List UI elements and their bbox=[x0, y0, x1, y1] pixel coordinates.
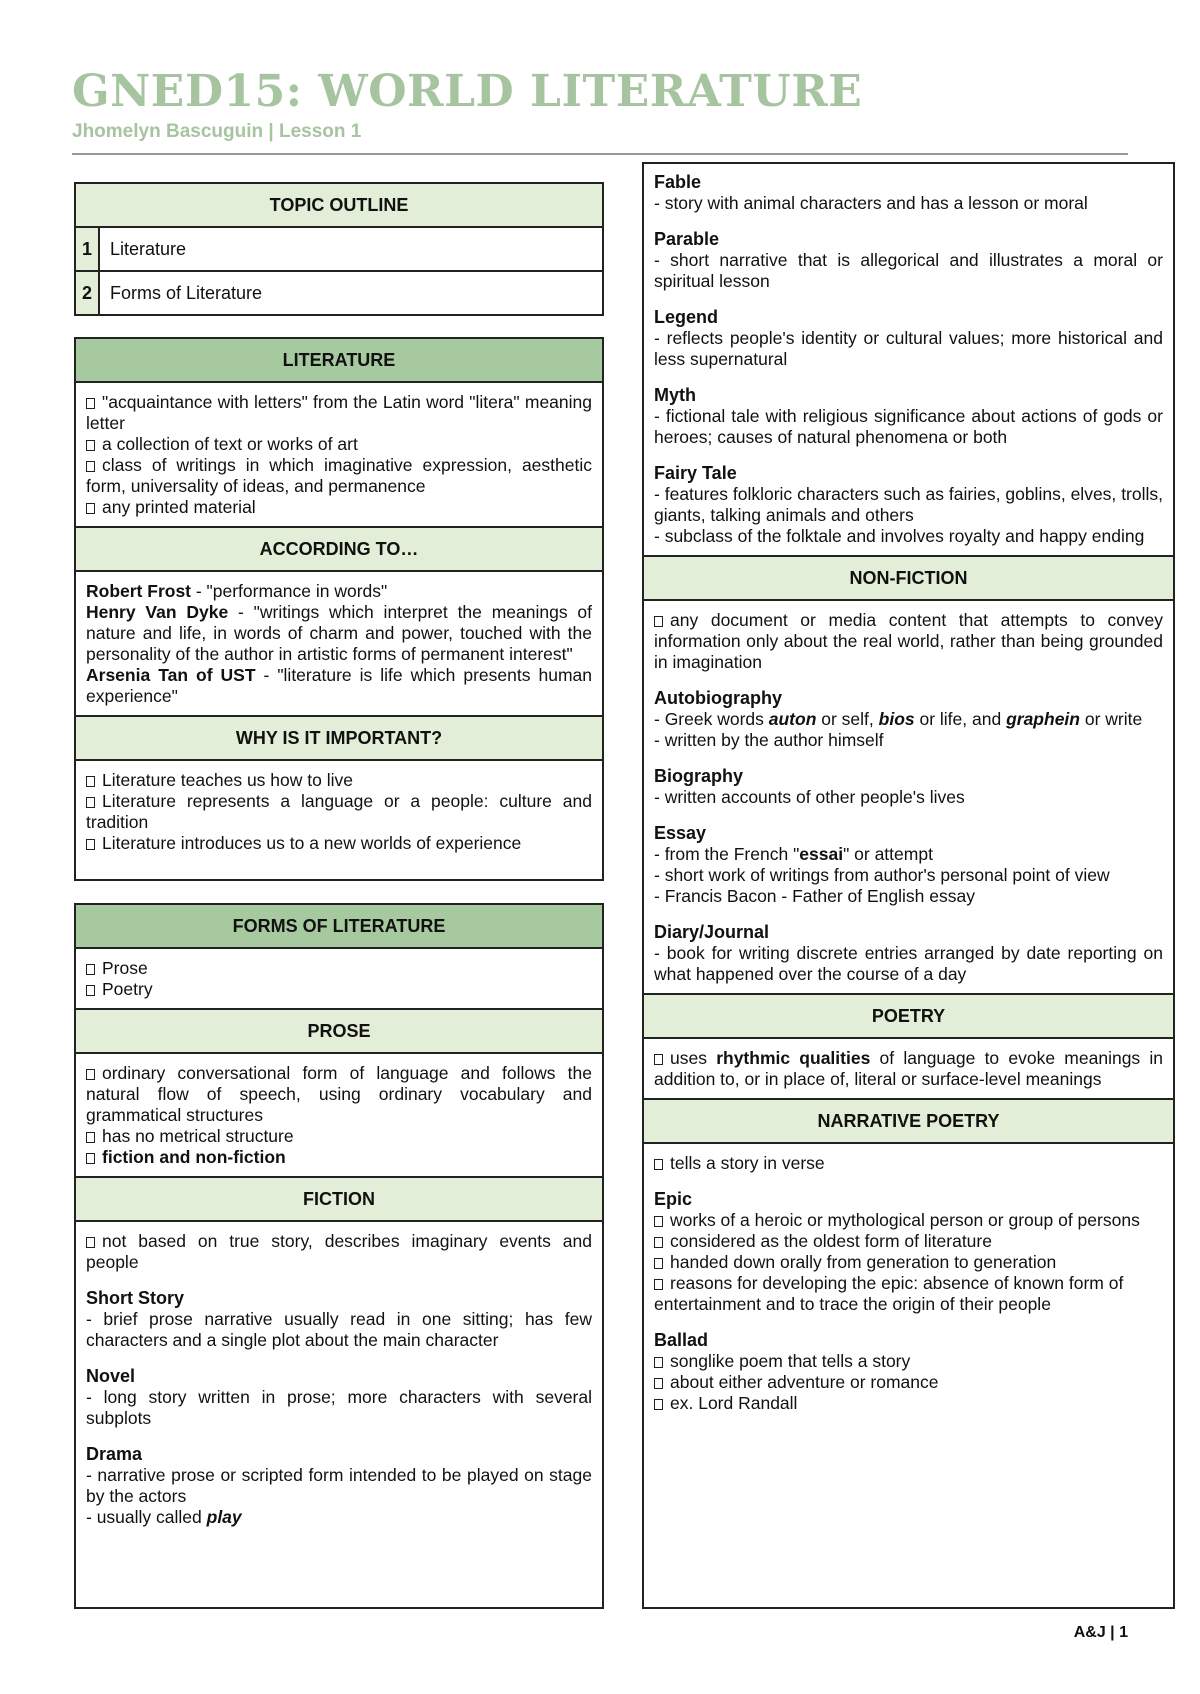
term-heading: Legend bbox=[654, 307, 719, 327]
nonfiction-entry: Diary/Journal - book for writing discrete entries arranged by date reporting on what happened over the course of a day bbox=[654, 922, 1163, 984]
term-heading: Epic bbox=[654, 1189, 693, 1209]
checkbox-bullet-icon bbox=[86, 964, 95, 975]
list-item: "acquaintance with letters" from the Latin word "litera" meaning letter bbox=[86, 392, 592, 433]
fiction-list bbox=[76, 1222, 602, 1536]
quote-item: Arsenia Tan of UST - "literature is life which presents human experience" bbox=[86, 665, 592, 706]
literature-heading: LITERATURE bbox=[76, 339, 602, 383]
list-item: any printed material bbox=[86, 497, 592, 518]
forms-heading: FORMS OF LITERATURE bbox=[76, 905, 602, 949]
checkbox-bullet-icon bbox=[654, 1258, 663, 1269]
list-item: class of writings in which imaginative expression, aesthetic form, universality of ideas, and permanence bbox=[86, 455, 592, 496]
checkbox-bullet-icon bbox=[654, 616, 663, 627]
term-heading: Fable bbox=[654, 172, 702, 192]
right-column-box bbox=[642, 162, 1175, 1609]
fiction-entry: Parable - short narrative that is allegorical and illustrates a moral or spiritual lesson bbox=[654, 229, 1163, 291]
nonfiction-entry: Essay - from the French "essai" or attempt - short work of writings from author's personal point of view - Francis Bacon - Father of English essay bbox=[654, 823, 1163, 907]
prose-list bbox=[76, 1054, 602, 1176]
topic-outline-heading: TOPIC OUTLINE bbox=[76, 184, 602, 228]
document-subtitle: Jhomelyn Bascuguin | Lesson 1 bbox=[72, 121, 362, 142]
nonfiction-entry: Biography - written accounts of other people's lives bbox=[654, 766, 1163, 808]
list-item: Literature teaches us how to live bbox=[86, 770, 592, 791]
term-heading: Short Story bbox=[86, 1288, 185, 1308]
checkbox-bullet-icon bbox=[654, 1279, 663, 1290]
list-item: Poetry bbox=[86, 979, 592, 1000]
checkbox-bullet-icon bbox=[86, 1069, 95, 1080]
fiction-intro: not based on true story, describes imaginary events and people bbox=[86, 1231, 592, 1272]
term-heading: Novel bbox=[86, 1366, 136, 1386]
checkbox-bullet-icon bbox=[654, 1378, 663, 1389]
literature-box bbox=[74, 337, 604, 881]
poetry-heading: POETRY bbox=[644, 993, 1173, 1039]
checkbox-bullet-icon bbox=[86, 1153, 95, 1164]
document-title: GNED15: WORLD LITERATURE bbox=[72, 66, 863, 117]
nonfiction-intro: any document or media content that attempts to convey information only about the real world, rather than being grounded in imagination bbox=[654, 610, 1163, 672]
list-item: has no metrical structure bbox=[86, 1126, 592, 1147]
fiction-entry: Novel - long story written in prose; more characters with several subplots bbox=[86, 1366, 592, 1428]
nonfiction-heading: NON-FICTION bbox=[644, 555, 1173, 601]
according-heading: ACCORDING TO… bbox=[76, 526, 602, 572]
narrative-poetry-list bbox=[644, 1144, 1173, 1422]
topic-outline-box bbox=[74, 182, 604, 316]
fiction-entry: Fairy Tale - features folkloric characters such as fairies, goblins, elves, trolls, giants, talking animals and others - subclass of the folktale and involves royalty and happy ending bbox=[654, 463, 1163, 546]
according-quotes bbox=[76, 572, 602, 715]
forms-list bbox=[76, 949, 602, 1008]
outline-label: Literature bbox=[110, 238, 187, 259]
page-footer: A&J | 1 bbox=[1073, 1624, 1128, 1641]
fiction-continued bbox=[644, 164, 1173, 555]
term-heading: Essay bbox=[654, 823, 707, 843]
checkbox-bullet-icon bbox=[86, 1132, 95, 1143]
checkbox-bullet-icon bbox=[86, 1237, 95, 1248]
fiction-heading: FICTION bbox=[76, 1176, 602, 1222]
outline-number: 2 bbox=[76, 272, 100, 314]
narrative-poetry-heading: NARRATIVE POETRY bbox=[644, 1098, 1173, 1144]
checkbox-bullet-icon bbox=[86, 461, 95, 472]
importance-heading: WHY IS IT IMPORTANT? bbox=[76, 715, 602, 761]
list-item: Literature introduces us to a new worlds of experience bbox=[86, 833, 592, 854]
term-heading: Fairy Tale bbox=[654, 463, 737, 483]
outline-label: Forms of Literature bbox=[110, 282, 263, 303]
checkbox-bullet-icon bbox=[86, 440, 95, 451]
fiction-entry: Fable - story with animal characters and has a lesson or moral bbox=[654, 172, 1163, 214]
fiction-entry: Short Story - brief prose narrative usually read in one sitting; has few characters and a single plot about the main character bbox=[86, 1288, 592, 1350]
checkbox-bullet-icon bbox=[654, 1399, 663, 1410]
nonfiction-list bbox=[644, 601, 1173, 993]
narrative-intro: tells a story in verse bbox=[654, 1153, 1163, 1174]
list-item: a collection of text or works of art bbox=[86, 434, 592, 455]
term-heading: Ballad bbox=[654, 1330, 709, 1350]
list-item: fiction and non-fiction bbox=[86, 1147, 592, 1168]
outline-number: 1 bbox=[76, 228, 100, 270]
term-heading: Biography bbox=[654, 766, 744, 786]
checkbox-bullet-icon bbox=[86, 776, 95, 787]
checkbox-bullet-icon bbox=[86, 797, 95, 808]
quote-item: Robert Frost - "performance in words" bbox=[86, 581, 388, 601]
quote-item: Henry Van Dyke - "writings which interpret the meanings of nature and life, in words of charm and power, touched with the personality of the author in artistic forms of permanent interest" bbox=[86, 602, 592, 664]
fiction-entry: Legend - reflects people's identity or cultural values; more historical and less supernatural bbox=[654, 307, 1163, 369]
nonfiction-entry: Autobiography - Greek words auton or self, bios or life, and graphein or write - written by the author himself bbox=[654, 688, 1163, 751]
term-heading: Myth bbox=[654, 385, 696, 405]
list-item: ordinary conversational form of language and follows the natural flow of speech, using ordinary vocabulary and grammatical structures bbox=[86, 1063, 592, 1125]
checkbox-bullet-icon bbox=[86, 985, 95, 996]
header-divider bbox=[72, 153, 1128, 155]
term-heading: Diary/Journal bbox=[654, 922, 770, 942]
literature-definitions bbox=[76, 383, 602, 526]
importance-list bbox=[76, 761, 602, 862]
checkbox-bullet-icon bbox=[654, 1357, 663, 1368]
fiction-entry: Drama - narrative prose or scripted form intended to be played on stage by the actors - usually called play bbox=[86, 1444, 592, 1527]
checkbox-bullet-icon bbox=[654, 1237, 663, 1248]
poetry-entry: Epic works of a heroic or mythological person or group of persons considered as the oldest form of literature handed down orally from generation to generation reasons for developing the epic: absence of known form of entertainment and to trace the origin of their people bbox=[654, 1189, 1163, 1315]
poetry-entry: Ballad songlike poem that tells a story about either adventure or romance ex. Lord Randall bbox=[654, 1330, 1163, 1414]
checkbox-bullet-icon bbox=[654, 1216, 663, 1227]
term-heading: Autobiography bbox=[654, 688, 782, 708]
outline-row bbox=[76, 228, 602, 270]
checkbox-bullet-icon bbox=[86, 839, 95, 850]
checkbox-bullet-icon bbox=[86, 503, 95, 514]
forms-box bbox=[74, 903, 604, 1609]
checkbox-bullet-icon bbox=[654, 1054, 663, 1065]
list-item: Prose bbox=[86, 958, 592, 979]
fiction-entry: Myth - fictional tale with religious significance about actions of gods or heroes; causes of natural phenomena or both bbox=[654, 385, 1163, 447]
term-heading: Drama bbox=[86, 1444, 143, 1464]
term-heading: Parable bbox=[654, 229, 720, 249]
prose-heading: PROSE bbox=[76, 1008, 602, 1054]
outline-row bbox=[76, 270, 602, 314]
checkbox-bullet-icon bbox=[86, 398, 95, 409]
poetry-definition: uses rhythmic qualities of language to evoke meanings in addition to, or in place of, literal or surface-level meanings bbox=[654, 1048, 1164, 1089]
list-item: Literature represents a language or a people: culture and tradition bbox=[86, 791, 592, 832]
checkbox-bullet-icon bbox=[654, 1159, 663, 1170]
